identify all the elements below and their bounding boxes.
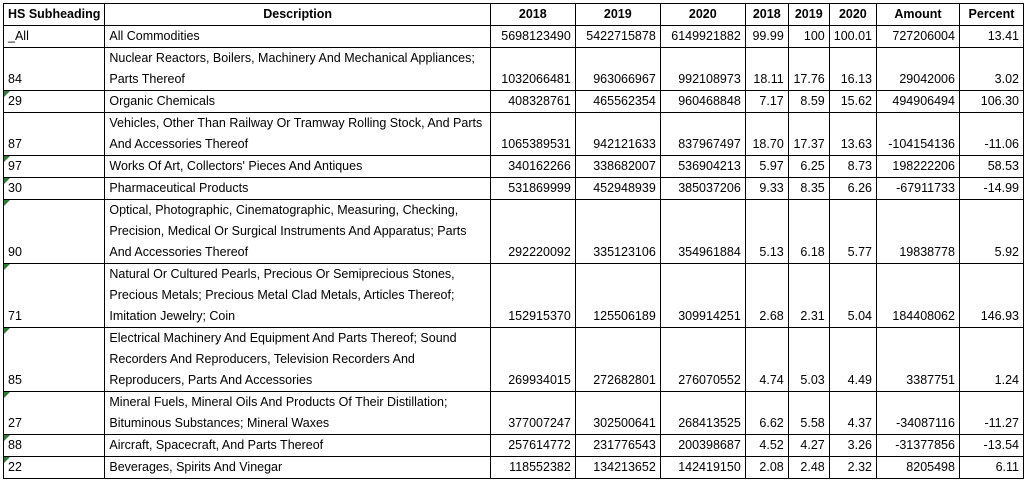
hs-code-text: _All <box>8 29 29 43</box>
description-cell: Organic Chemicals <box>105 91 490 113</box>
share-2018-cell: 2.68 <box>745 264 788 328</box>
amount-change-cell: 727206004 <box>876 26 959 48</box>
value-2020-cell: 354961884 <box>660 200 745 264</box>
cell-comment-marker-icon <box>4 156 10 162</box>
share-2019-cell: 2.31 <box>788 264 829 328</box>
hs-code-text: 71 <box>8 309 22 323</box>
value-2019-cell: 465562354 <box>575 91 660 113</box>
share-2020-cell: 5.77 <box>829 200 876 264</box>
value-2020-cell: 200398687 <box>660 435 745 457</box>
share-2018-cell: 18.70 <box>745 113 788 156</box>
amount-change-cell: 8205498 <box>876 457 959 479</box>
value-2018-cell: 269934015 <box>490 328 575 392</box>
value-2018-cell: 118552382 <box>490 457 575 479</box>
table-row <box>4 178 1024 200</box>
share-2020-cell: 15.62 <box>829 91 876 113</box>
share-2019-cell: 5.03 <box>788 328 829 392</box>
value-2019-cell: 452948939 <box>575 178 660 200</box>
hs-code-text: 88 <box>8 438 22 452</box>
amount-change-cell: 184408062 <box>876 264 959 328</box>
percent-change-cell: 6.11 <box>959 457 1023 479</box>
table-row <box>4 328 1024 392</box>
hs-code-text: 87 <box>8 137 22 151</box>
hs-code-cell <box>4 200 105 264</box>
hs-code-text: 97 <box>8 159 22 173</box>
value-2019-cell: 942121633 <box>575 113 660 156</box>
share-2018-cell: 9.33 <box>745 178 788 200</box>
percent-change-cell: -11.27 <box>959 392 1023 435</box>
amount-change-cell: 29042006 <box>876 48 959 91</box>
value-2019-cell: 963066967 <box>575 48 660 91</box>
percent-change-cell: 106.30 <box>959 91 1023 113</box>
value-2020-cell: 309914251 <box>660 264 745 328</box>
col-percent-header: Percent <box>959 4 1023 26</box>
hs-import-table <box>3 3 1024 479</box>
value-2018-cell: 340162266 <box>490 156 575 178</box>
description-cell: Works Of Art, Collectors' Pieces And Antiques <box>105 156 490 178</box>
value-2020-cell: 992108973 <box>660 48 745 91</box>
share-2018-cell: 7.17 <box>745 91 788 113</box>
cell-comment-marker-icon <box>4 264 10 270</box>
hs-code-cell <box>4 156 105 178</box>
share-2020-cell: 8.73 <box>829 156 876 178</box>
value-2018-cell: 292220092 <box>490 200 575 264</box>
cell-comment-marker-icon <box>4 392 10 398</box>
percent-change-cell: -11.06 <box>959 113 1023 156</box>
hs-code-cell <box>4 26 105 48</box>
value-2018-cell: 531869999 <box>490 178 575 200</box>
share-2018-cell: 18.11 <box>745 48 788 91</box>
table-row <box>4 48 1024 91</box>
table-row <box>4 91 1024 113</box>
col-value-2020-header: 2020 <box>660 4 745 26</box>
percent-change-cell: 3.02 <box>959 48 1023 91</box>
value-2020-cell: 536904213 <box>660 156 745 178</box>
percent-change-cell: 5.92 <box>959 200 1023 264</box>
value-2018-cell: 152915370 <box>490 264 575 328</box>
value-2018-cell: 1032066481 <box>490 48 575 91</box>
share-2018-cell: 5.97 <box>745 156 788 178</box>
share-2020-cell: 2.32 <box>829 457 876 479</box>
share-2019-cell: 17.76 <box>788 48 829 91</box>
share-2020-cell: 4.49 <box>829 328 876 392</box>
percent-change-cell: 13.41 <box>959 26 1023 48</box>
cell-comment-marker-icon <box>4 200 10 206</box>
hs-code-text: 27 <box>8 416 22 430</box>
table-row <box>4 392 1024 435</box>
share-2020-cell: 4.37 <box>829 392 876 435</box>
hs-code-cell <box>4 328 105 392</box>
value-2019-cell: 272682801 <box>575 328 660 392</box>
percent-change-cell: 1.24 <box>959 328 1023 392</box>
description-cell: Mineral Fuels, Mineral Oils And Products Of Their Distillation; Bituminous Substances; Mineral Waxes <box>105 392 490 435</box>
table-row <box>4 457 1024 479</box>
table-row <box>4 26 1024 48</box>
col-value-2018-header: 2018 <box>490 4 575 26</box>
value-2019-cell: 125506189 <box>575 264 660 328</box>
percent-change-cell: 58.53 <box>959 156 1023 178</box>
hs-code-text: 84 <box>8 72 22 86</box>
share-2019-cell: 5.58 <box>788 392 829 435</box>
cell-comment-marker-icon <box>4 435 10 441</box>
share-2019-cell: 4.27 <box>788 435 829 457</box>
amount-change-cell: 198222206 <box>876 156 959 178</box>
cell-comment-marker-icon <box>4 328 10 334</box>
table-row <box>4 113 1024 156</box>
hs-code-cell <box>4 435 105 457</box>
value-2019-cell: 5422715878 <box>575 26 660 48</box>
hs-code-cell <box>4 457 105 479</box>
hs-code-cell <box>4 264 105 328</box>
cell-comment-marker-icon <box>4 178 10 184</box>
share-2019-cell: 2.48 <box>788 457 829 479</box>
amount-change-cell: 19838778 <box>876 200 959 264</box>
share-2018-cell: 6.62 <box>745 392 788 435</box>
share-2020-cell: 100.01 <box>829 26 876 48</box>
value-2020-cell: 268413525 <box>660 392 745 435</box>
share-2019-cell: 6.25 <box>788 156 829 178</box>
share-2019-cell: 6.18 <box>788 200 829 264</box>
share-2018-cell: 4.52 <box>745 435 788 457</box>
value-2018-cell: 377007247 <box>490 392 575 435</box>
col-amount-header: Amount <box>876 4 959 26</box>
description-cell: Beverages, Spirits And Vinegar <box>105 457 490 479</box>
value-2020-cell: 276070552 <box>660 328 745 392</box>
amount-change-cell: -104154136 <box>876 113 959 156</box>
hs-code-text: 29 <box>8 94 22 108</box>
percent-change-cell: 146.93 <box>959 264 1023 328</box>
amount-change-cell: 3387751 <box>876 328 959 392</box>
col-share-2019-header: 2019 <box>788 4 829 26</box>
hs-code-text: 30 <box>8 181 22 195</box>
value-2020-cell: 142419150 <box>660 457 745 479</box>
value-2020-cell: 837967497 <box>660 113 745 156</box>
description-cell: Electrical Machinery And Equipment And Parts Thereof; Sound Recorders And Reproducers, Television Recorders And Reproducers, Parts And Accessories <box>105 328 490 392</box>
share-2019-cell: 17.37 <box>788 113 829 156</box>
amount-change-cell: 494906494 <box>876 91 959 113</box>
table-row <box>4 435 1024 457</box>
share-2019-cell: 8.35 <box>788 178 829 200</box>
amount-change-cell: -31377856 <box>876 435 959 457</box>
hs-code-cell <box>4 392 105 435</box>
col-value-2019-header: 2019 <box>575 4 660 26</box>
hs-code-cell <box>4 178 105 200</box>
header-row <box>4 4 1024 26</box>
value-2018-cell: 1065389531 <box>490 113 575 156</box>
cell-comment-marker-icon <box>4 457 10 463</box>
value-2018-cell: 408328761 <box>490 91 575 113</box>
share-2020-cell: 3.26 <box>829 435 876 457</box>
share-2018-cell: 4.74 <box>745 328 788 392</box>
value-2020-cell: 960468848 <box>660 91 745 113</box>
value-2019-cell: 302500641 <box>575 392 660 435</box>
col-share-2018-header: 2018 <box>745 4 788 26</box>
share-2020-cell: 13.63 <box>829 113 876 156</box>
share-2020-cell: 6.26 <box>829 178 876 200</box>
value-2018-cell: 257614772 <box>490 435 575 457</box>
percent-change-cell: -13.54 <box>959 435 1023 457</box>
share-2019-cell: 100 <box>788 26 829 48</box>
table-row <box>4 156 1024 178</box>
col-share-2020-header: 2020 <box>829 4 876 26</box>
hs-code-text: 22 <box>8 460 22 474</box>
value-2019-cell: 338682007 <box>575 156 660 178</box>
value-2019-cell: 335123106 <box>575 200 660 264</box>
share-2018-cell: 5.13 <box>745 200 788 264</box>
description-cell: Pharmaceutical Products <box>105 178 490 200</box>
col-hs-subheading-header: HS Subheading <box>4 4 105 26</box>
amount-change-cell: -34087116 <box>876 392 959 435</box>
hs-code-cell <box>4 48 105 91</box>
description-cell: Aircraft, Spacecraft, And Parts Thereof <box>105 435 490 457</box>
share-2019-cell: 8.59 <box>788 91 829 113</box>
description-cell: All Commodities <box>105 26 490 48</box>
col-description-header: Description <box>105 4 490 26</box>
value-2018-cell: 5698123490 <box>490 26 575 48</box>
share-2020-cell: 16.13 <box>829 48 876 91</box>
description-cell: Nuclear Reactors, Boilers, Machinery And Mechanical Appliances; Parts Thereof <box>105 48 490 91</box>
hs-code-cell <box>4 91 105 113</box>
value-2019-cell: 134213652 <box>575 457 660 479</box>
table-row <box>4 264 1024 328</box>
share-2018-cell: 2.08 <box>745 457 788 479</box>
value-2019-cell: 231776543 <box>575 435 660 457</box>
share-2018-cell: 99.99 <box>745 26 788 48</box>
value-2020-cell: 385037206 <box>660 178 745 200</box>
value-2020-cell: 6149921882 <box>660 26 745 48</box>
table-row <box>4 200 1024 264</box>
hs-code-text: 90 <box>8 245 22 259</box>
table-body <box>4 26 1024 479</box>
hs-code-cell <box>4 113 105 156</box>
share-2020-cell: 5.04 <box>829 264 876 328</box>
percent-change-cell: -14.99 <box>959 178 1023 200</box>
description-cell: Natural Or Cultured Pearls, Precious Or Semiprecious Stones, Precious Metals; Precious Metal Clad Metals, Articles Thereof; Imitation Jewelry; Coin <box>105 264 490 328</box>
description-cell: Vehicles, Other Than Railway Or Tramway Rolling Stock, And Parts And Accessories Thereof <box>105 113 490 156</box>
amount-change-cell: -67911733 <box>876 178 959 200</box>
cell-comment-marker-icon <box>4 91 10 97</box>
hs-code-text: 85 <box>8 373 22 387</box>
description-cell: Optical, Photographic, Cinematographic, Measuring, Checking, Precision, Medical Or Surgical Instruments And Apparatus; Parts And Accessories Thereof <box>105 200 490 264</box>
